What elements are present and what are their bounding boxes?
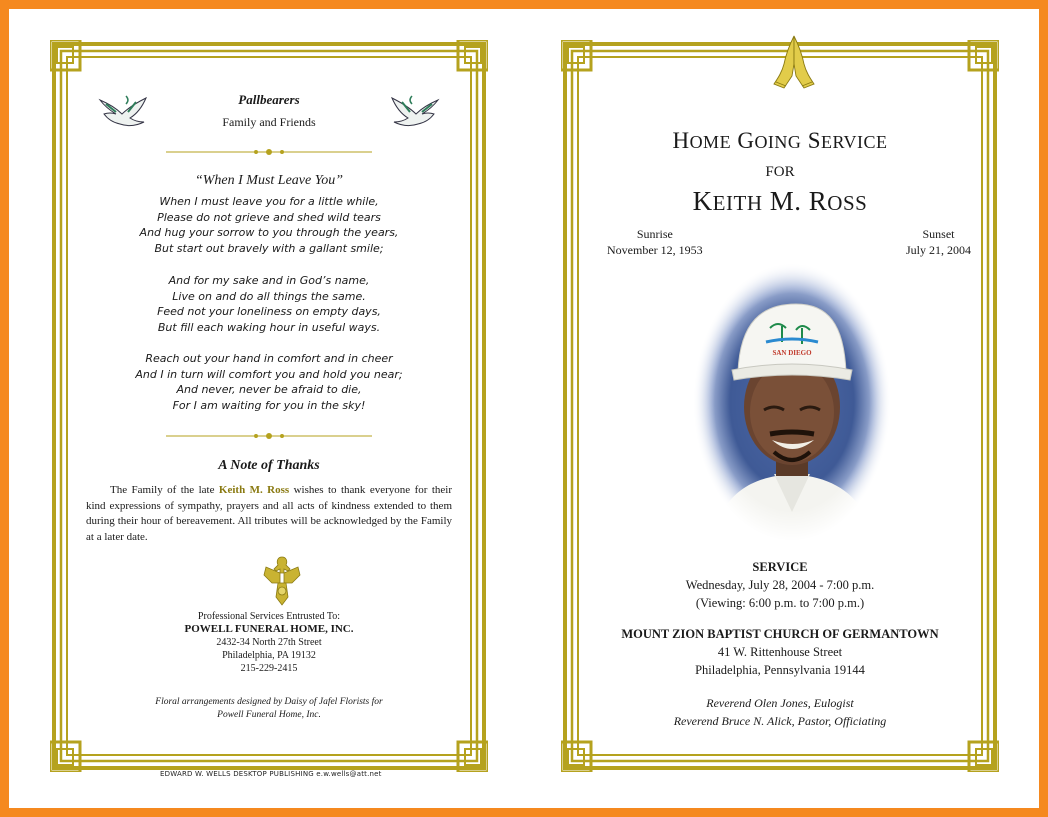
- thanks-text: wishes to thank everyone for their kind expressions of sympathy, prayers and all acts of kindness extended to them during their hour of bereavement. All tributes will be acknowledged by the Family at a later date.: [86, 484, 453, 543]
- left-content: [76, 40, 462, 772]
- officiating-pastor: Reverend Bruce N. Alick, Pastor, Officiating: [673, 714, 887, 728]
- sunset-block: [906, 226, 971, 258]
- deceased-name-title: [587, 186, 973, 217]
- title-letters: OING: [754, 132, 802, 152]
- name-initial: M.: [769, 186, 802, 216]
- poem-line: And I in turn will comfort you and hold you near;: [135, 367, 403, 381]
- church-name: MOUNT ZION BAPTIST CHURCH OF GERMANTOWN: [621, 627, 939, 641]
- poem-line: Feed not your loneliness on empty days,: [157, 305, 381, 318]
- sunrise-label: Sunrise: [636, 227, 673, 241]
- poem-stanza: [76, 273, 462, 335]
- eagle-crest-icon: [262, 553, 302, 609]
- for-label: FOR: [765, 164, 795, 180]
- sunrise-block: [607, 226, 703, 258]
- poem-line: And for my sake and in God’s name,: [168, 274, 370, 287]
- title-letter: G: [737, 128, 755, 153]
- portrait-photo: [692, 262, 892, 542]
- title-letters: OME: [689, 132, 732, 152]
- services-label: Professional Services Entrusted To:: [197, 611, 341, 622]
- name-letters: EITH: [712, 191, 763, 215]
- funeral-home-block: [76, 610, 462, 675]
- poem-line: But start out bravely with a gallant smile;: [154, 241, 384, 255]
- ornament-divider: [166, 148, 372, 156]
- sunset-label: Sunset: [922, 227, 955, 241]
- left-panel: [50, 40, 488, 778]
- poem-line: When I must leave you for a little while,: [159, 195, 379, 208]
- right-content: [587, 40, 973, 772]
- church-address: 41 W. Rittenhouse Street: [717, 645, 843, 659]
- service-title: [587, 128, 973, 154]
- poem-line: For I am waiting for you in the sky!: [172, 398, 366, 412]
- service-heading: SERVICE: [752, 560, 808, 574]
- funeral-home-phone: 215-229-2415: [240, 663, 298, 674]
- title-letter: H: [672, 128, 690, 153]
- poem-line: And hug your sorrow to you through the years,: [139, 226, 399, 239]
- thanks-title: A Note of Thanks: [218, 458, 320, 473]
- praying-hands-icon: [770, 34, 818, 90]
- viewing-time: (Viewing: 6:00 p.m. to 7:00 p.m.): [695, 596, 865, 610]
- poem-line: And never, never be afraid to die,: [176, 383, 362, 396]
- church-city: Philadelphia, Pennsylvania 19144: [695, 663, 865, 677]
- title-letters: ERVICE: [820, 132, 888, 152]
- name-letter: K: [692, 186, 713, 216]
- name-letter: R: [808, 186, 828, 216]
- name-letters: OSS: [827, 191, 868, 215]
- thanks-text: The Family of the late: [110, 484, 219, 496]
- title-letter: S: [807, 128, 821, 153]
- poem-line: But fill each waking hour in useful ways.: [157, 320, 381, 334]
- sunrise-date: November 12, 1953: [607, 243, 703, 257]
- sunset-date: July 21, 2004: [905, 243, 971, 257]
- eulogist: Reverend Olen Jones, Eulogist: [706, 696, 854, 710]
- funeral-home-city: Philadelphia, PA 19132: [222, 650, 316, 661]
- poem-stanza: [76, 194, 462, 256]
- funeral-home-name: POWELL FUNERAL HOME, INC.: [184, 623, 354, 635]
- funeral-home-address: 2432-34 North 27th Street: [216, 637, 322, 648]
- thanks-body: [86, 483, 452, 545]
- floral-line: Powell Funeral Home, Inc.: [217, 710, 321, 720]
- right-panel: [561, 40, 999, 772]
- poem-line: Live on and do all things the same.: [172, 289, 366, 303]
- publisher-credit: EDWARD W. WELLS DESKTOP PUBLISHING e.w.wells@att.net: [160, 770, 382, 778]
- deceased-name: Keith M. Ross: [218, 484, 290, 496]
- pallbearers-subtitle: Family and Friends: [222, 115, 316, 129]
- poem-line: Reach out your hand in comfort and in cheer: [145, 352, 393, 365]
- poem-line: Please do not grieve and shed wild tears: [157, 210, 381, 224]
- poem-title: “When I Must Leave You”: [194, 173, 344, 188]
- pallbearers-title: Pallbearers: [238, 92, 300, 107]
- poem-stanza: [76, 351, 462, 413]
- floral-credit: [76, 696, 462, 722]
- ornament-divider: [166, 432, 372, 440]
- service-datetime: Wednesday, July 28, 2004 - 7:00 p.m.: [685, 578, 875, 592]
- floral-line: Floral arrangements designed by Daisy of Jafel Florists for: [155, 697, 383, 707]
